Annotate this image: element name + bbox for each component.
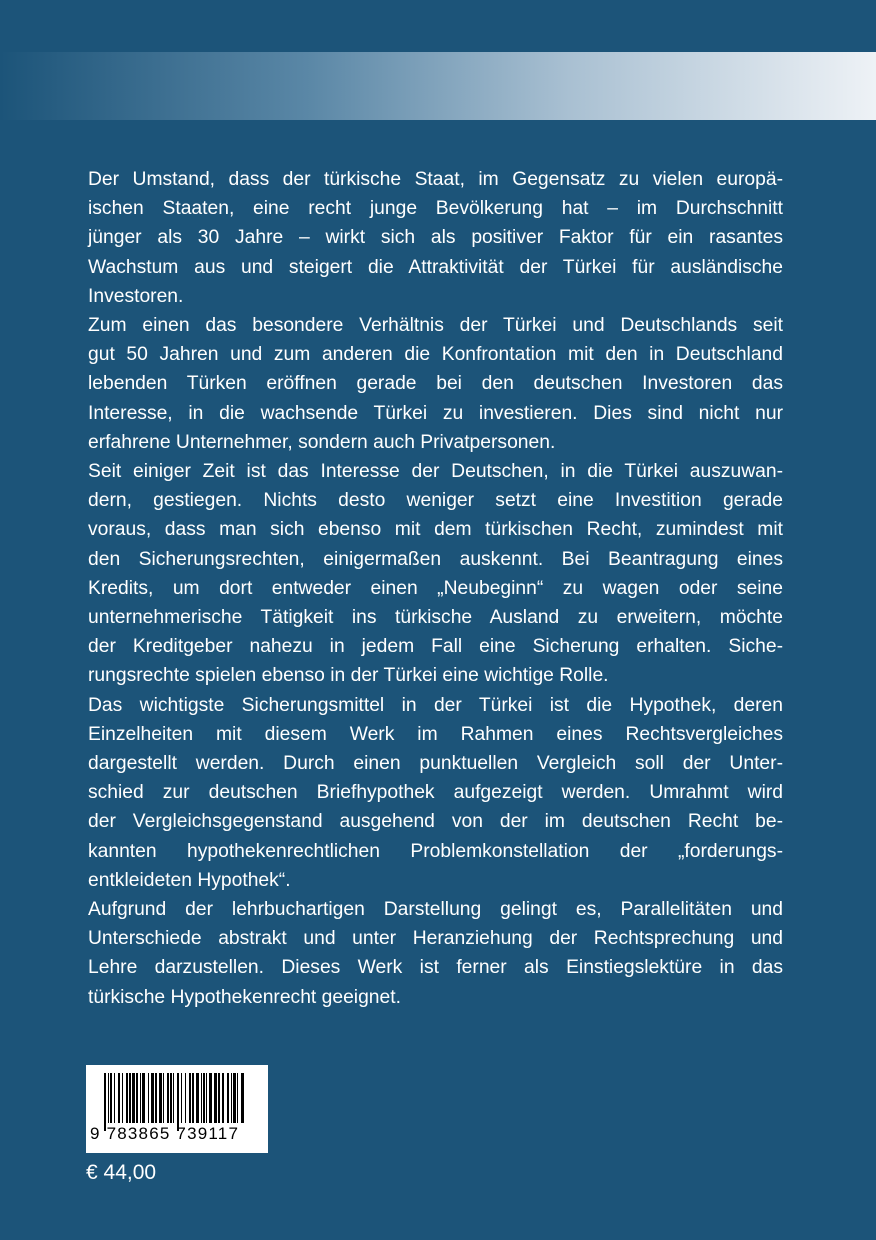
- text-line: Zum einen das besondere Verhältnis der Türkei und Deutschlands seit: [88, 315, 783, 337]
- isbn-barcode: [86, 1065, 268, 1153]
- barcode-bar: [192, 1073, 194, 1123]
- barcode-bar: [151, 1073, 154, 1123]
- barcode-bar: [233, 1073, 236, 1123]
- barcode-bar: [201, 1073, 202, 1123]
- barcode-bar: [122, 1073, 123, 1123]
- paragraph: [88, 895, 783, 1012]
- paragraph: [88, 165, 783, 311]
- barcode-bar: [104, 1073, 106, 1131]
- text-line: Investoren.: [88, 285, 184, 307]
- price: € 44,00: [86, 1161, 157, 1184]
- barcode-bar: [142, 1073, 145, 1123]
- barcode-bar: [218, 1073, 220, 1123]
- blurb-text: [88, 165, 783, 1012]
- barcode-bar: [189, 1073, 191, 1123]
- text-line: kannten hypothekenrechtlichen Problemkonstellation der „forderungs-: [88, 840, 783, 862]
- barcode-bar: [126, 1073, 128, 1123]
- barcode-bar: [114, 1073, 115, 1123]
- text-line: Wachstum aus und steigert die Attraktivität der Türkei für ausländische: [88, 256, 783, 278]
- text-line: der Vergleichsgegenstand ausgehend von der im deutschen Recht be-: [88, 811, 783, 833]
- barcode-bar: [185, 1073, 186, 1123]
- text-line: Aufgrund der lehrbuchartigen Darstellung gelingt es, Parallelitäten und: [88, 899, 783, 921]
- barcode-bar: [140, 1073, 141, 1123]
- barcode-bar: [181, 1073, 182, 1123]
- barcode-bar: [222, 1073, 224, 1123]
- barcode-bar: [237, 1073, 238, 1123]
- text-line: Kredits, um dort entweder einen „Neubeginn“ zu wagen oder seine: [88, 577, 783, 599]
- barcode-bar: [203, 1073, 205, 1123]
- text-line: Seit einiger Zeit ist das Interesse der Deutschen, in die Türkei auszuwan-: [88, 461, 783, 483]
- paragraph: [88, 311, 783, 457]
- barcode-bar: [173, 1073, 174, 1123]
- barcode-bar: [129, 1073, 131, 1123]
- paragraph: [88, 457, 783, 691]
- text-line: dern, gestiegen. Nichts desto weniger setzt eine Investition gerade: [88, 490, 783, 512]
- barcode-bar: [159, 1073, 162, 1123]
- barcode-bar: [167, 1073, 169, 1123]
- barcode-bar: [136, 1073, 138, 1123]
- text-line: jünger als 30 Jahre – wirkt sich als positiver Faktor für ein rasantes: [88, 227, 783, 249]
- text-line: Lehre darzustellen. Dieses Werk ist ferner als Einstiegslektüre in das: [88, 957, 783, 979]
- barcode-bar: [214, 1073, 217, 1123]
- barcode-bar: [231, 1073, 232, 1123]
- text-line: Unterschiede abstrakt und unter Heranziehung der Rechtsprechung und: [88, 928, 783, 950]
- text-line: erfahrene Unternehmer, sondern auch Privatpersonen.: [88, 431, 556, 453]
- barcode-bar: [110, 1073, 112, 1123]
- barcode-bar: [155, 1073, 157, 1123]
- barcode-bar: [196, 1073, 199, 1123]
- barcode-bar: [177, 1073, 179, 1131]
- barcode-bar: [163, 1073, 164, 1123]
- text-line: türkische Hypothekenrecht geeignet.: [88, 986, 401, 1008]
- text-line: voraus, dass man sich ebenso mit dem türkischen Recht, zumindest mit: [88, 519, 783, 541]
- text-line: Einzelheiten mit diesem Werk im Rahmen eines Rechtsvergleiches: [88, 723, 783, 745]
- text-line: Interesse, in die wachsende Türkei zu investieren. Dies sind nicht nur: [88, 402, 783, 424]
- text-line: den Sicherungsrechten, einigermaßen auskennt. Bei Beantragung eines: [88, 548, 783, 570]
- barcode-bar: [132, 1073, 135, 1123]
- text-line: dargestellt werden. Durch einen punktuellen Vergleich soll der Unter-: [88, 753, 783, 775]
- barcode-bar: [227, 1073, 229, 1123]
- barcode-bar: [170, 1073, 172, 1123]
- barcode-bar: [148, 1073, 149, 1123]
- isbn-number: 9 783865 739117: [90, 1124, 240, 1143]
- barcode-bar: [108, 1073, 109, 1123]
- text-line: Der Umstand, dass der türkische Staat, im Gegensatz zu vielen europä-: [88, 169, 783, 190]
- text-line: lebenden Türken eröffnen gerade bei den deutschen Investoren das: [88, 373, 783, 395]
- text-line: Das wichtigste Sicherungsmittel in der Türkei ist die Hypothek, deren: [88, 694, 783, 716]
- barcode-bar: [209, 1073, 212, 1123]
- text-line: unternehmerische Tätigkeit ins türkische Ausland zu erweitern, möchte: [88, 607, 783, 629]
- text-line: gut 50 Jahren und zum anderen die Konfrontation mit den in Deutschland: [88, 344, 783, 366]
- text-line: ischen Staaten, eine recht junge Bevölkerung hat – im Durchschnitt: [88, 198, 783, 220]
- text-line: rungsrechte spielen ebenso in der Türkei eine wichtige Rolle.: [88, 665, 609, 687]
- text-line: schied zur deutschen Briefhypothek aufgezeigt werden. Umrahmt wird: [88, 782, 783, 804]
- gradient-banner: [0, 52, 876, 120]
- paragraph: [88, 691, 783, 895]
- text-line: der Kreditgeber nahezu in jedem Fall eine Sicherung erhalten. Siche-: [88, 636, 783, 658]
- barcode-bar: [118, 1073, 120, 1123]
- text-line: entkleideten Hypothek“.: [88, 869, 291, 891]
- barcode-bar: [206, 1073, 207, 1123]
- barcode-bars: [104, 1073, 249, 1131]
- barcode-bar: [241, 1073, 244, 1123]
